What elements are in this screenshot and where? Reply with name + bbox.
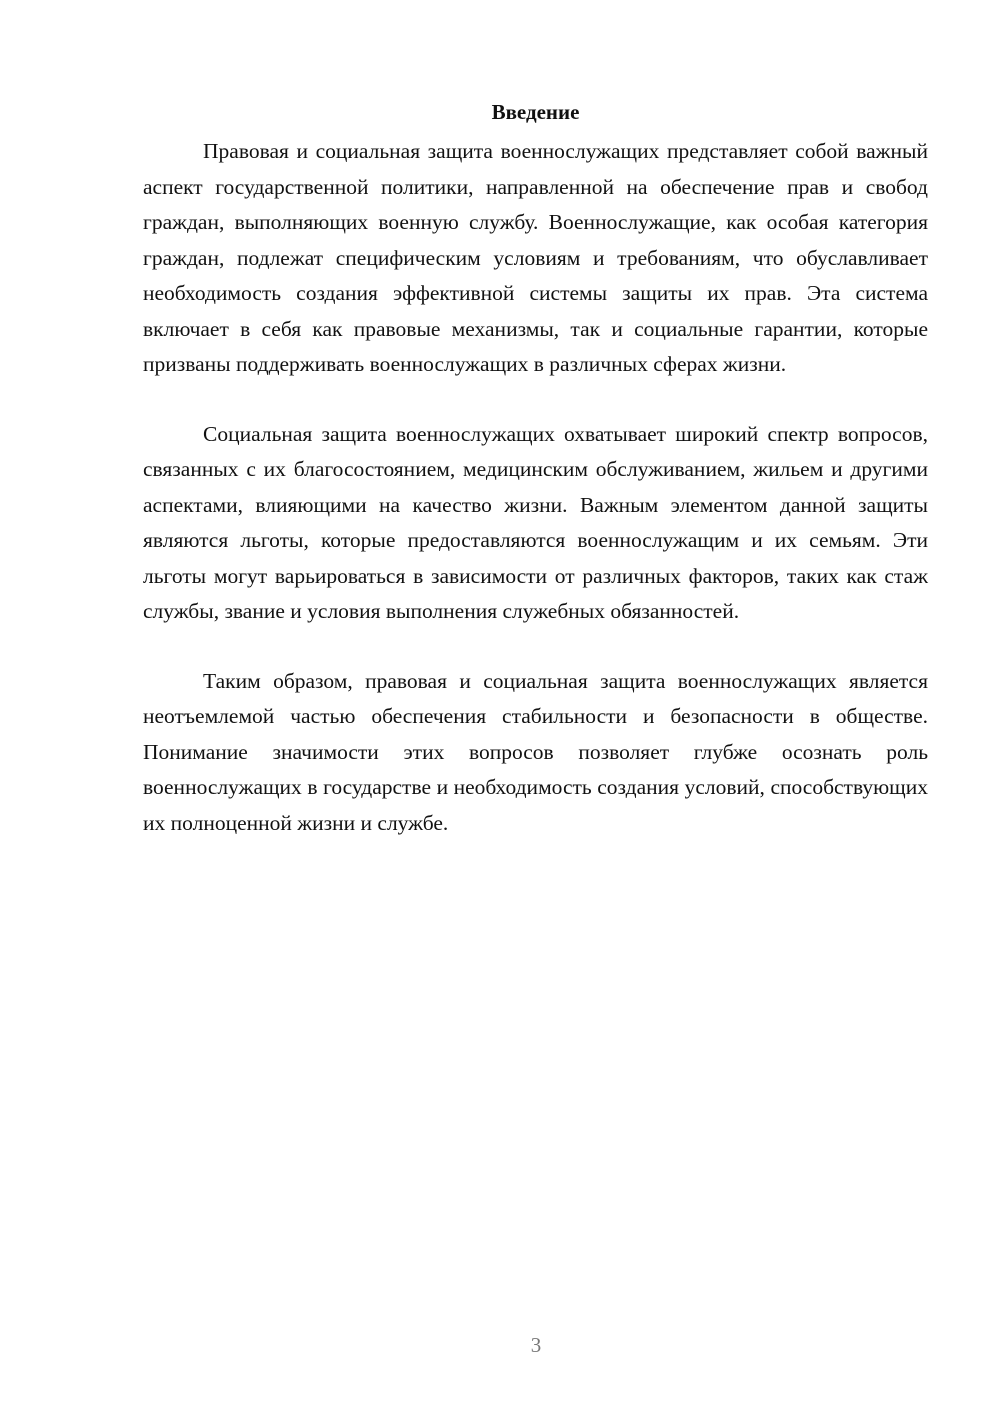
document-body [143, 96, 928, 875]
paragraph-2: Социальная защита военнослужащих охватывает широкий спектр вопросов, связанных с их благосостоянием, медицинским обслуживанием, жильем и другими аспектами, влияющими на качество жизни. Важным элементом данной защиты являются льготы, которые предоставляются военнослужащим и их семьям. Эти льготы могут варьироваться в зависимости от различных факторов, таких как стаж службы, звание и условия выполнения служебных обязанностей. [143, 421, 928, 623]
page-number: 3 [530, 1333, 542, 1357]
paragraph-3: Таким образом, правовая и социальная защита военнослужащих является неотъемлемой частью обеспечения стабильности и безопасности в обществе. Понимание значимости этих вопросов позволяет глубже осознать роль военнослужащих в государстве и необходимость создания условий, способствующих их полноценной жизни и службе. [143, 668, 928, 835]
paragraph-1: Правовая и социальная защита военнослужащих представляет собой важный аспект государственной политики, направленной на обеспечение прав и свобод граждан, выполняющих военную службу. Военнослужащие, как особая категория граждан, подлежат специфическим условиям и требованиям, что обуславливает необходимость создания эффективной системы защиты их прав. Эта система включает в себя как правовые механизмы, так и социальные гарантии, которые призваны поддерживать военнослужащих в различных сферах жизни. [143, 139, 928, 376]
section-title: Введение [491, 100, 580, 124]
